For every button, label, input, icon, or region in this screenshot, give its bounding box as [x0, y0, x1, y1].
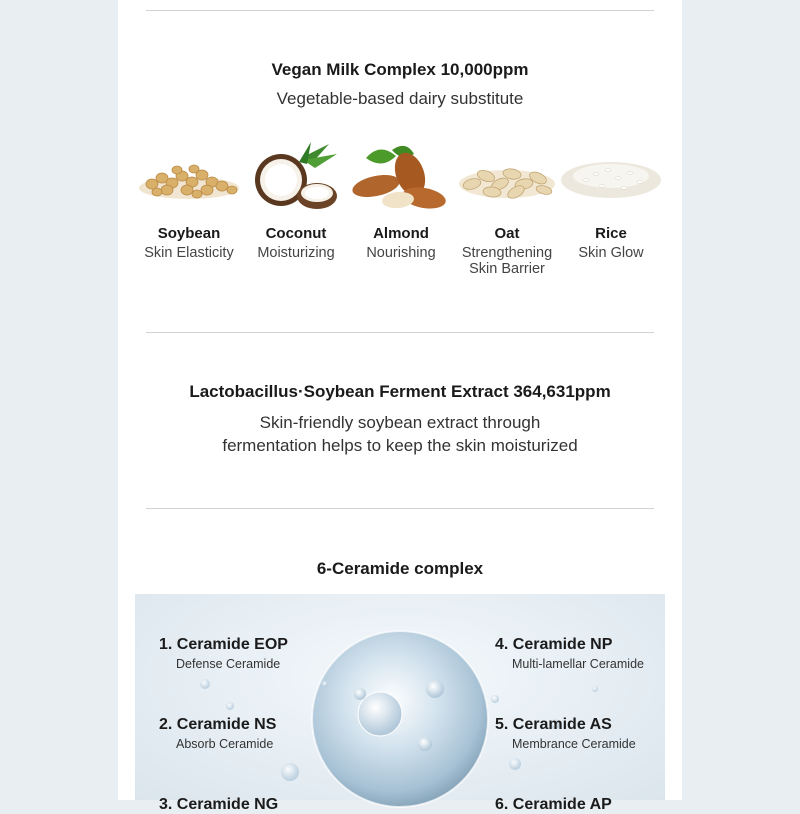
rice-image — [556, 140, 666, 220]
ceramide-item-title: 1. Ceramide EOP — [159, 636, 288, 653]
ferment-desc-line1: Skin-friendly soybean extract through — [259, 413, 541, 432]
ingredient-name: Soybean — [157, 225, 221, 242]
vegan-milk-subtitle: Vegetable-based dairy substitute — [276, 89, 524, 108]
ceramide-item-3 — [159, 796, 278, 814]
ingredient-name: Rice — [595, 225, 627, 242]
ceramide-title: 6-Ceramide complex — [316, 559, 484, 578]
ceramide-bubble-image — [135, 594, 665, 800]
section-divider — [146, 508, 654, 509]
ingredient-benefit: Skin Elasticity — [144, 245, 234, 261]
oat-image — [452, 140, 562, 220]
ingredient-benefit: Strengthening Skin Barrier — [461, 245, 553, 277]
ingredient-soybean — [134, 140, 244, 261]
ingredient-name: Almond — [373, 225, 429, 242]
ingredient-almond — [346, 140, 456, 261]
almond-image — [346, 140, 456, 220]
vegan-milk-title: Vegan Milk Complex 10,000ppm — [271, 60, 529, 79]
ceramide-item-title: 6. Ceramide AP — [495, 796, 612, 813]
ceramide-item-title: 4. Ceramide NP — [495, 636, 613, 653]
ceramide-item-title: 2. Ceramide NS — [159, 716, 277, 733]
ceramide-item-1 — [159, 636, 288, 671]
ingredient-name: Oat — [494, 225, 520, 242]
product-detail-page — [118, 0, 682, 813]
ingredient-benefit: Nourishing — [366, 245, 436, 261]
ingredient-benefit: Moisturizing — [257, 245, 335, 261]
coconut-image — [241, 140, 351, 220]
ceramide-item-desc: Membrance Ceramide — [512, 737, 636, 751]
ingredient-rice — [556, 140, 666, 261]
ferment-title: Lactobacillus·Soybean Ferment Extract 364,631ppm — [189, 382, 611, 401]
ceramide-item-desc: Multi-lamellar Ceramide — [512, 657, 644, 671]
ceramide-item-6 — [495, 796, 612, 814]
ceramide-item-desc: Absorb Ceramide — [176, 737, 274, 751]
ceramide-item-4 — [495, 636, 644, 671]
ingredient-oat — [452, 140, 562, 277]
section-divider — [146, 10, 654, 11]
ceramide-item-title: 3. Ceramide NG — [159, 796, 279, 813]
ceramide-item-desc: Defense Ceramide — [176, 657, 281, 671]
ceramide-item-title: 5. Ceramide AS — [495, 716, 612, 733]
ceramide-item-5 — [495, 716, 636, 751]
ceramide-panel — [135, 594, 665, 813]
ingredient-benefit: Skin Glow — [578, 245, 644, 261]
ingredient-name: Coconut — [265, 225, 327, 242]
ferment-desc-line2: fermentation helps to keep the skin moisturized — [222, 436, 578, 455]
ingredient-coconut — [241, 140, 351, 261]
ceramide-item-2 — [159, 716, 276, 751]
soybean-image — [134, 140, 244, 220]
section-divider — [146, 332, 654, 333]
